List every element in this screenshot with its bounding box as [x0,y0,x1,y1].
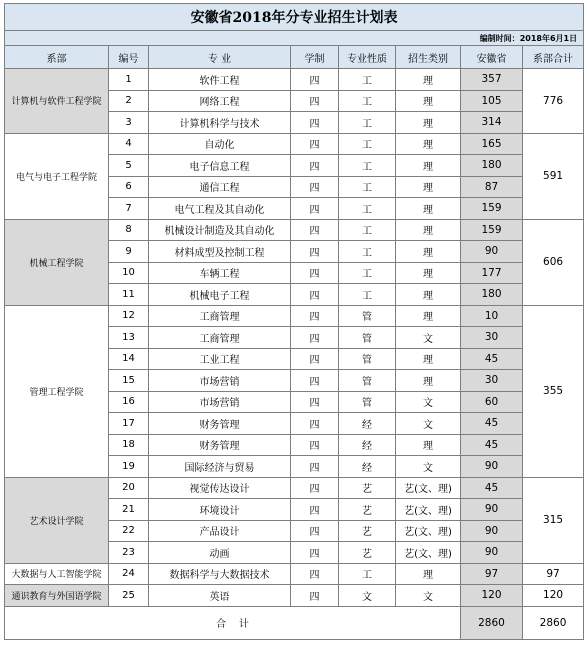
row-years-cell: 四 [291,133,339,155]
row-quota-cell: 45 [461,434,523,456]
dept-total-cell: 315 [523,477,584,563]
row-quota-cell: 314 [461,112,523,134]
dept-cell: 计算机与软件工程学院 [5,69,109,134]
dept-cell: 机械工程学院 [5,219,109,305]
row-quota-cell: 30 [461,327,523,349]
row-nature-cell: 工 [339,262,396,284]
row-major-cell: 数据科学与大数据技术 [149,563,291,585]
row-years-cell: 四 [291,155,339,177]
row-nature-cell: 工 [339,112,396,134]
table-row [5,133,584,155]
row-no-cell: 6 [109,176,149,198]
header-category: 招生类别 [396,46,461,69]
row-major-cell: 市场营销 [149,370,291,392]
row-major-cell: 软件工程 [149,69,291,91]
row-nature-cell: 艺 [339,477,396,499]
table-row [5,563,584,585]
header-no: 编号 [109,46,149,69]
row-category-cell: 文 [396,391,461,413]
row-category-cell: 理 [396,198,461,220]
row-quota-cell: 10 [461,305,523,327]
row-years-cell: 四 [291,327,339,349]
row-years-cell: 四 [291,456,339,478]
row-quota-cell: 159 [461,198,523,220]
row-nature-cell: 管 [339,348,396,370]
row-major-cell: 材料成型及控制工程 [149,241,291,263]
compile-date-value: 2018年6月1日 [519,33,578,43]
row-years-cell: 四 [291,90,339,112]
row-nature-cell: 经 [339,413,396,435]
row-category-cell: 文 [396,413,461,435]
table-row [5,219,584,241]
row-category-cell: 理 [396,176,461,198]
row-quota-cell: 177 [461,262,523,284]
row-years-cell: 四 [291,563,339,585]
compile-date [5,31,584,46]
row-category-cell: 理 [396,563,461,585]
row-nature-cell: 工 [339,241,396,263]
row-category-cell: 艺(文、理) [396,477,461,499]
row-category-cell: 文 [396,327,461,349]
row-quota-cell: 165 [461,133,523,155]
header-dept-total: 系部合计 [523,46,584,69]
row-category-cell: 理 [396,434,461,456]
header-years: 学制 [291,46,339,69]
row-nature-cell: 艺 [339,499,396,521]
row-major-cell: 英语 [149,585,291,607]
row-quota-cell: 45 [461,477,523,499]
row-years-cell: 四 [291,198,339,220]
row-years-cell: 四 [291,262,339,284]
row-major-cell: 计算机科学与技术 [149,112,291,134]
row-no-cell: 22 [109,520,149,542]
row-no-cell: 5 [109,155,149,177]
row-major-cell: 自动化 [149,133,291,155]
total-quota: 2860 [461,606,523,639]
row-category-cell: 理 [396,112,461,134]
dept-total-cell: 591 [523,133,584,219]
row-quota-cell: 90 [461,520,523,542]
row-years-cell: 四 [291,520,339,542]
header-row [5,46,584,69]
row-nature-cell: 工 [339,155,396,177]
dept-total-cell: 97 [523,563,584,585]
row-category-cell: 艺(文、理) [396,542,461,564]
total-label: 合 计 [5,606,461,639]
row-major-cell: 电子信息工程 [149,155,291,177]
header-quota: 安徽省 [461,46,523,69]
dept-total-cell: 355 [523,305,584,477]
row-years-cell: 四 [291,370,339,392]
dept-cell: 艺术设计学院 [5,477,109,563]
row-major-cell: 视觉传达设计 [149,477,291,499]
row-major-cell: 动画 [149,542,291,564]
row-category-cell: 理 [396,69,461,91]
row-category-cell: 理 [396,370,461,392]
row-category-cell: 理 [396,284,461,306]
row-quota-cell: 159 [461,219,523,241]
row-years-cell: 四 [291,112,339,134]
total-sum: 2860 [523,606,584,639]
dept-cell: 管理工程学院 [5,305,109,477]
row-nature-cell: 工 [339,198,396,220]
row-nature-cell: 艺 [339,520,396,542]
row-no-cell: 1 [109,69,149,91]
row-quota-cell: 60 [461,391,523,413]
row-quota-cell: 90 [461,542,523,564]
row-quota-cell: 45 [461,413,523,435]
dept-cell: 大数据与人工智能学院 [5,563,109,585]
row-quota-cell: 90 [461,499,523,521]
row-nature-cell: 工 [339,90,396,112]
row-nature-cell: 文 [339,585,396,607]
dept-total-cell: 776 [523,69,584,134]
row-category-cell: 理 [396,241,461,263]
row-quota-cell: 105 [461,90,523,112]
row-no-cell: 13 [109,327,149,349]
row-major-cell: 工业工程 [149,348,291,370]
row-quota-cell: 90 [461,241,523,263]
row-quota-cell: 45 [461,348,523,370]
row-years-cell: 四 [291,348,339,370]
row-major-cell: 国际经济与贸易 [149,456,291,478]
table-row [5,305,584,327]
row-nature-cell: 管 [339,391,396,413]
row-no-cell: 20 [109,477,149,499]
row-category-cell: 理 [396,90,461,112]
row-nature-cell: 艺 [339,542,396,564]
dept-cell: 通识教育与外国语学院 [5,585,109,607]
row-major-cell: 工商管理 [149,327,291,349]
header-dept: 系部 [5,46,109,69]
row-no-cell: 15 [109,370,149,392]
table-row [5,477,584,499]
total-row [5,606,584,639]
row-major-cell: 产品设计 [149,520,291,542]
row-nature-cell: 管 [339,370,396,392]
row-no-cell: 11 [109,284,149,306]
dept-total-cell: 120 [523,585,584,607]
enrollment-plan-sheet [4,3,583,640]
row-years-cell: 四 [291,542,339,564]
row-years-cell: 四 [291,434,339,456]
row-no-cell: 8 [109,219,149,241]
row-years-cell: 四 [291,305,339,327]
table-row [5,585,584,607]
row-major-cell: 车辆工程 [149,262,291,284]
row-quota-cell: 87 [461,176,523,198]
row-major-cell: 工商管理 [149,305,291,327]
row-no-cell: 17 [109,413,149,435]
table-row [5,69,584,91]
row-category-cell: 理 [396,219,461,241]
row-major-cell: 网络工程 [149,90,291,112]
compile-date-label: 编制时间： [479,33,520,43]
row-years-cell: 四 [291,219,339,241]
row-nature-cell: 管 [339,305,396,327]
row-nature-cell: 工 [339,284,396,306]
row-category-cell: 艺(文、理) [396,520,461,542]
row-no-cell: 4 [109,133,149,155]
row-major-cell: 电气工程及其自动化 [149,198,291,220]
row-quota-cell: 97 [461,563,523,585]
row-category-cell: 理 [396,155,461,177]
row-no-cell: 25 [109,585,149,607]
row-category-cell: 文 [396,456,461,478]
row-nature-cell: 经 [339,434,396,456]
row-major-cell: 通信工程 [149,176,291,198]
row-years-cell: 四 [291,499,339,521]
row-nature-cell: 工 [339,219,396,241]
row-no-cell: 16 [109,391,149,413]
dept-cell: 电气与电子工程学院 [5,133,109,219]
row-major-cell: 财务管理 [149,413,291,435]
row-nature-cell: 工 [339,176,396,198]
row-years-cell: 四 [291,413,339,435]
row-major-cell: 市场营销 [149,391,291,413]
row-no-cell: 21 [109,499,149,521]
table-title: 安徽省2018年分专业招生计划表 [5,4,584,31]
row-category-cell: 理 [396,348,461,370]
row-major-cell: 环境设计 [149,499,291,521]
header-major: 专 业 [149,46,291,69]
row-category-cell: 理 [396,305,461,327]
row-quota-cell: 357 [461,69,523,91]
row-category-cell: 文 [396,585,461,607]
row-nature-cell: 工 [339,133,396,155]
row-years-cell: 四 [291,477,339,499]
row-years-cell: 四 [291,391,339,413]
row-years-cell: 四 [291,176,339,198]
row-years-cell: 四 [291,69,339,91]
row-quota-cell: 120 [461,585,523,607]
dept-total-cell: 606 [523,219,584,305]
row-no-cell: 23 [109,542,149,564]
row-no-cell: 19 [109,456,149,478]
row-quota-cell: 180 [461,284,523,306]
row-years-cell: 四 [291,585,339,607]
row-years-cell: 四 [291,241,339,263]
row-quota-cell: 180 [461,155,523,177]
row-no-cell: 10 [109,262,149,284]
row-nature-cell: 工 [339,69,396,91]
row-no-cell: 14 [109,348,149,370]
row-nature-cell: 管 [339,327,396,349]
row-no-cell: 9 [109,241,149,263]
row-no-cell: 24 [109,563,149,585]
row-quota-cell: 30 [461,370,523,392]
row-nature-cell: 经 [339,456,396,478]
row-no-cell: 7 [109,198,149,220]
row-major-cell: 机械电子工程 [149,284,291,306]
row-category-cell: 艺(文、理) [396,499,461,521]
row-quota-cell: 90 [461,456,523,478]
row-no-cell: 12 [109,305,149,327]
row-major-cell: 财务管理 [149,434,291,456]
enrollment-plan-table [4,3,584,640]
row-major-cell: 机械设计制造及其自动化 [149,219,291,241]
row-nature-cell: 工 [339,563,396,585]
row-no-cell: 3 [109,112,149,134]
row-years-cell: 四 [291,284,339,306]
row-category-cell: 理 [396,262,461,284]
row-no-cell: 18 [109,434,149,456]
row-category-cell: 理 [396,133,461,155]
header-nature: 专业性质 [339,46,396,69]
row-no-cell: 2 [109,90,149,112]
